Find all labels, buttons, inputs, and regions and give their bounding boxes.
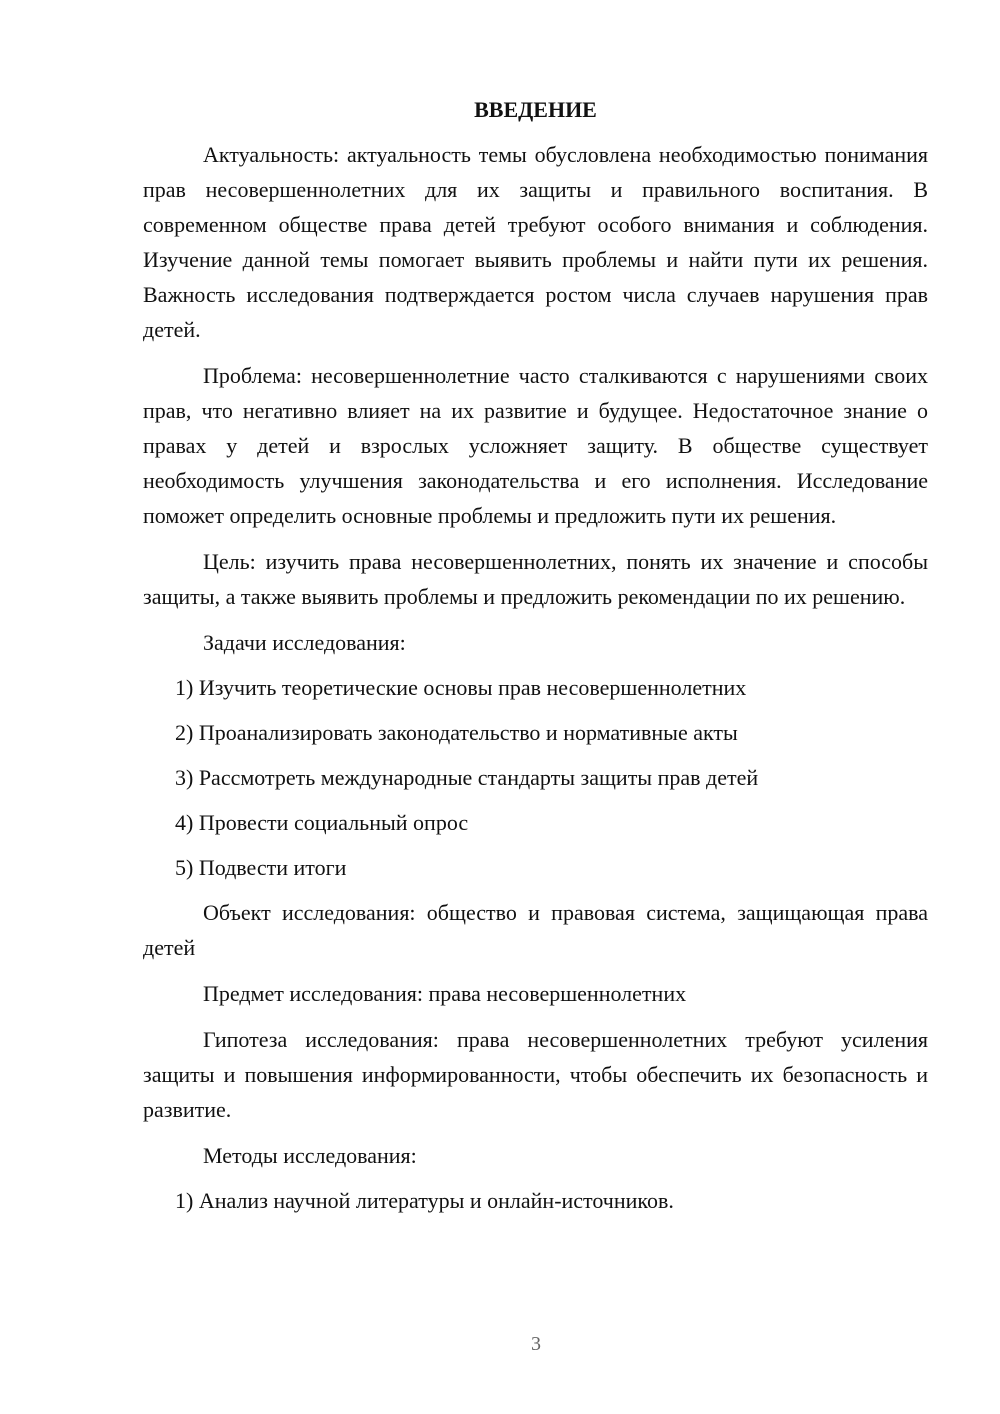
task-item: 5) Подвести итоги — [175, 855, 347, 880]
task-item: 2) Проанализировать законодательство и нормативные акты — [175, 720, 738, 745]
method-item: 1) Анализ научной литературы и онлайн-источников. — [175, 1188, 674, 1213]
goal-paragraph: Цель: изучить права несовершеннолетних, понять их значение и способы защиты, а также выявить проблемы и предложить рекомендации по их решению. — [143, 549, 928, 609]
hypothesis-paragraph: Гипотеза исследования: права несовершеннолетних требуют усиления защиты и повышения информированности, чтобы обеспечить их безопасность и развитие. — [143, 1027, 928, 1122]
methods-label: Методы исследования: — [203, 1143, 417, 1168]
page-content — [143, 95, 928, 1228]
task-item: 3) Рассмотреть международные стандарты защиты прав детей — [175, 765, 759, 790]
problem-paragraph: Проблема: несовершеннолетние часто сталкиваются с нарушениями своих прав, что негативно влияет на их развитие и будущее. Недостаточное знание о правах у детей и взрослых усложняет защиту. В обществе существует необходимость улучшения законодательства и его исполнения. Исследование поможет определить основные проблемы и предложить пути их решения. — [143, 363, 928, 528]
section-title: ВВЕДЕНИЕ — [474, 97, 597, 122]
tasks-label: Задачи исследования: — [203, 630, 406, 655]
object-paragraph: Объект исследования: общество и правовая система, защищающая права детей — [143, 900, 928, 960]
page-number: 3 — [531, 1333, 541, 1355]
subject-paragraph: Предмет исследования: права несовершеннолетних — [203, 981, 687, 1006]
relevance-paragraph: Актуальность: актуальность темы обусловлена необходимостью понимания прав несовершеннолетних для их защиты и правильного воспитания. В современном обществе права детей требуют особого внимания и соблюдения. Изучение данной темы помогает выявить проблемы и найти пути их решения. Важность исследования подтверждается ростом числа случаев нарушения прав детей. — [143, 142, 928, 342]
task-item: 4) Провести социальный опрос — [175, 810, 469, 835]
task-item: 1) Изучить теоретические основы прав несовершеннолетних — [175, 675, 747, 700]
